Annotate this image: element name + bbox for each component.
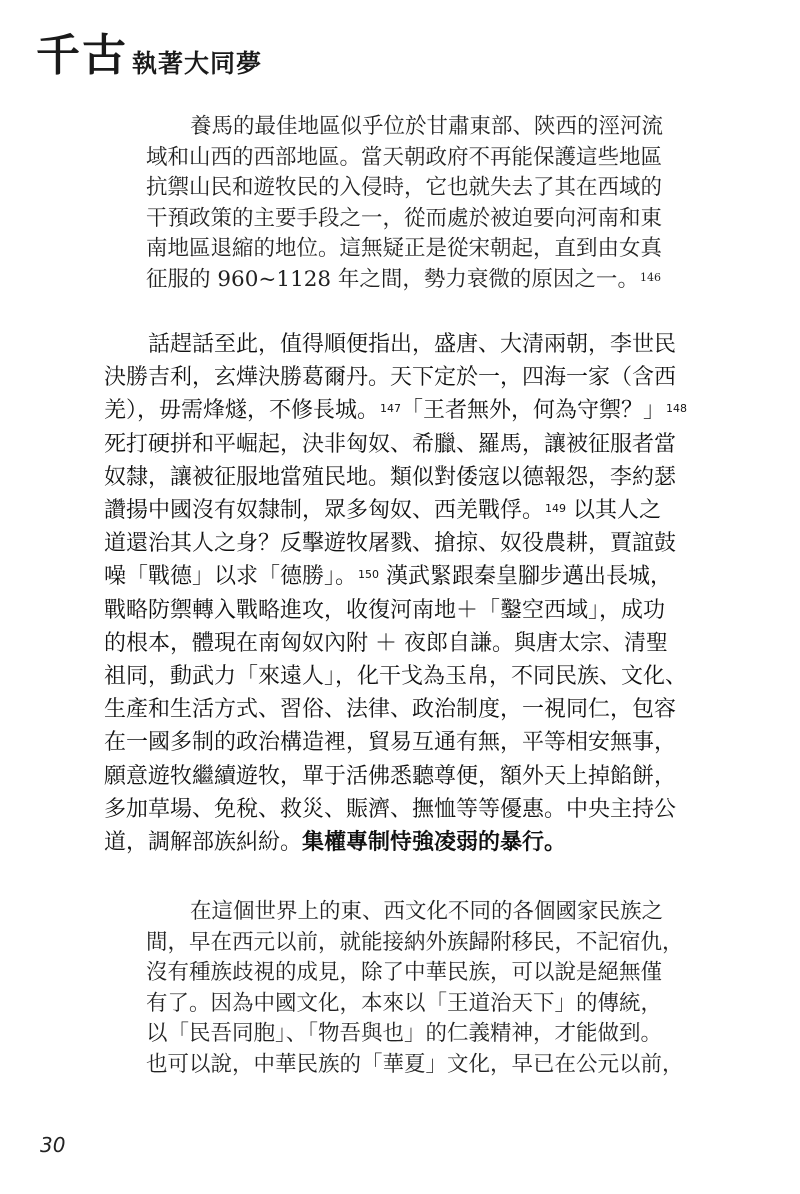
body-line: 道還治其人之身？反擊遊牧屠戮、搶掠、奴役農耕，賈誼鼓 bbox=[104, 531, 677, 557]
body-line: 多加草場、免稅、救災、賑濟、撫恤等等優惠。中央主持公 bbox=[104, 796, 677, 822]
body-line bbox=[104, 494, 684, 527]
body-line: 話趕話至此，值得順便指出，盛唐、大清兩朝，李世民 bbox=[148, 332, 677, 357]
body-line: 奴隸，讓被征服地當殖民地。類似對倭寇以德報怨，李約瑟 bbox=[104, 464, 677, 490]
quote-line bbox=[146, 265, 676, 296]
quote-line: 干預政策的主要手段之一，從而處於被迫要向河南和東 bbox=[146, 205, 663, 231]
body-text-span: 道，調解部族糾紛。 bbox=[104, 830, 303, 856]
quote-line: 沒有種族歧視的成見，除了中華民族，可以說是絕無僅 bbox=[146, 960, 663, 985]
body-line: 祖同，動武力「來遠人」，化干戈為玉帛，不同民族、文化、 bbox=[104, 664, 688, 690]
quote-line: 抗禦山民和遊牧民的入侵時，它也就失去了其在西域的 bbox=[146, 175, 663, 200]
quote-line: 在這個世界上的東、西文化不同的各個國家民族之 bbox=[190, 899, 664, 924]
footnote-ref-148: 148 bbox=[666, 402, 688, 416]
footnote-ref-150: 150 bbox=[358, 568, 380, 582]
body-text-span: 「王者無外，何為守禦？」 bbox=[401, 398, 666, 424]
quote-line: 也可以說，中華民族的「華夏」文化，早已在公元以前， bbox=[146, 1051, 684, 1077]
body-text-span: 噪「戰德」以求「德勝」。 bbox=[104, 564, 358, 590]
body-line: 在一國多制的政治構造裡，貿易互通有無，平等相安無事， bbox=[104, 730, 677, 756]
bold-emphasis: 集權專制恃強凌弱的暴行。 bbox=[302, 830, 567, 856]
quote-line: 南地區退縮的地位。這無疑正是從宋朝起，直到由女真 bbox=[146, 236, 663, 261]
body-line bbox=[104, 394, 688, 427]
quote-line: 域和山西的西部地區。當天朝政府不再能保護這些地區 bbox=[146, 144, 663, 170]
body-text-span: 羌），毋需烽燧，不修長城。 bbox=[104, 398, 380, 424]
quote-line: 以「民吾同胞」、「物吾與也」的仁義精神，才能做到。 bbox=[146, 1021, 663, 1046]
block-quote-2 bbox=[146, 897, 684, 1080]
footnote-ref-147: 147 bbox=[380, 402, 402, 416]
quote-line: 有了。因為中國文化，本來以「王道治天下」的傳統， bbox=[146, 990, 663, 1016]
running-header bbox=[36, 30, 263, 81]
header-title-large: 千古 bbox=[36, 30, 128, 81]
body-line: 願意遊牧繼續遊牧，單于活佛悉聽尊便，額外天上掉餡餅， bbox=[104, 763, 677, 789]
quote-line: 養馬的最佳地區似乎位於甘肅東部、陝西的涇河流 bbox=[190, 114, 664, 139]
body-line bbox=[104, 560, 684, 593]
page-number: 30 bbox=[40, 1133, 66, 1157]
body-text-span: 讚揚中國沒有奴隸制，眾多匈奴、西羌戰俘。 bbox=[104, 498, 545, 524]
quote-line-text: 征服的 960~1128 年之間，勢力衰微的原因之一。 bbox=[146, 266, 639, 292]
body-text-span: 以其人之 bbox=[566, 498, 662, 524]
body-line: 的根本，體現在南匈奴內附 ＋ 夜郎自謙。與唐太宗、清聖 bbox=[104, 630, 668, 656]
body-line: 戰略防禦轉入戰略進攻，收復河南地＋「鑿空西域」，成功 bbox=[104, 597, 666, 623]
body-line: 生產和生活方式、習俗、法律、政治制度，一視同仁，包容 bbox=[104, 697, 677, 723]
quote-line: 間，早在西元以前，就能接納外族歸附移民，不記宿仇， bbox=[146, 929, 684, 955]
footnote-ref-146: 146 bbox=[639, 270, 661, 284]
body-line: 死打硬拼和平崛起，決非匈奴、希臘、羅馬，讓被征服者當 bbox=[104, 431, 677, 457]
footnote-ref-149: 149 bbox=[545, 502, 567, 516]
body-paragraph bbox=[104, 328, 688, 859]
block-quote-1 bbox=[146, 112, 676, 295]
header-title-small: 執著大同夢 bbox=[132, 49, 263, 78]
body-text-span: 漢武緊跟秦皇腳步邁出長城， bbox=[379, 564, 673, 590]
body-line bbox=[104, 826, 684, 859]
body-line: 決勝吉利，玄燁決勝葛爾丹。天下定於一，四海一家（含西 bbox=[104, 365, 677, 391]
